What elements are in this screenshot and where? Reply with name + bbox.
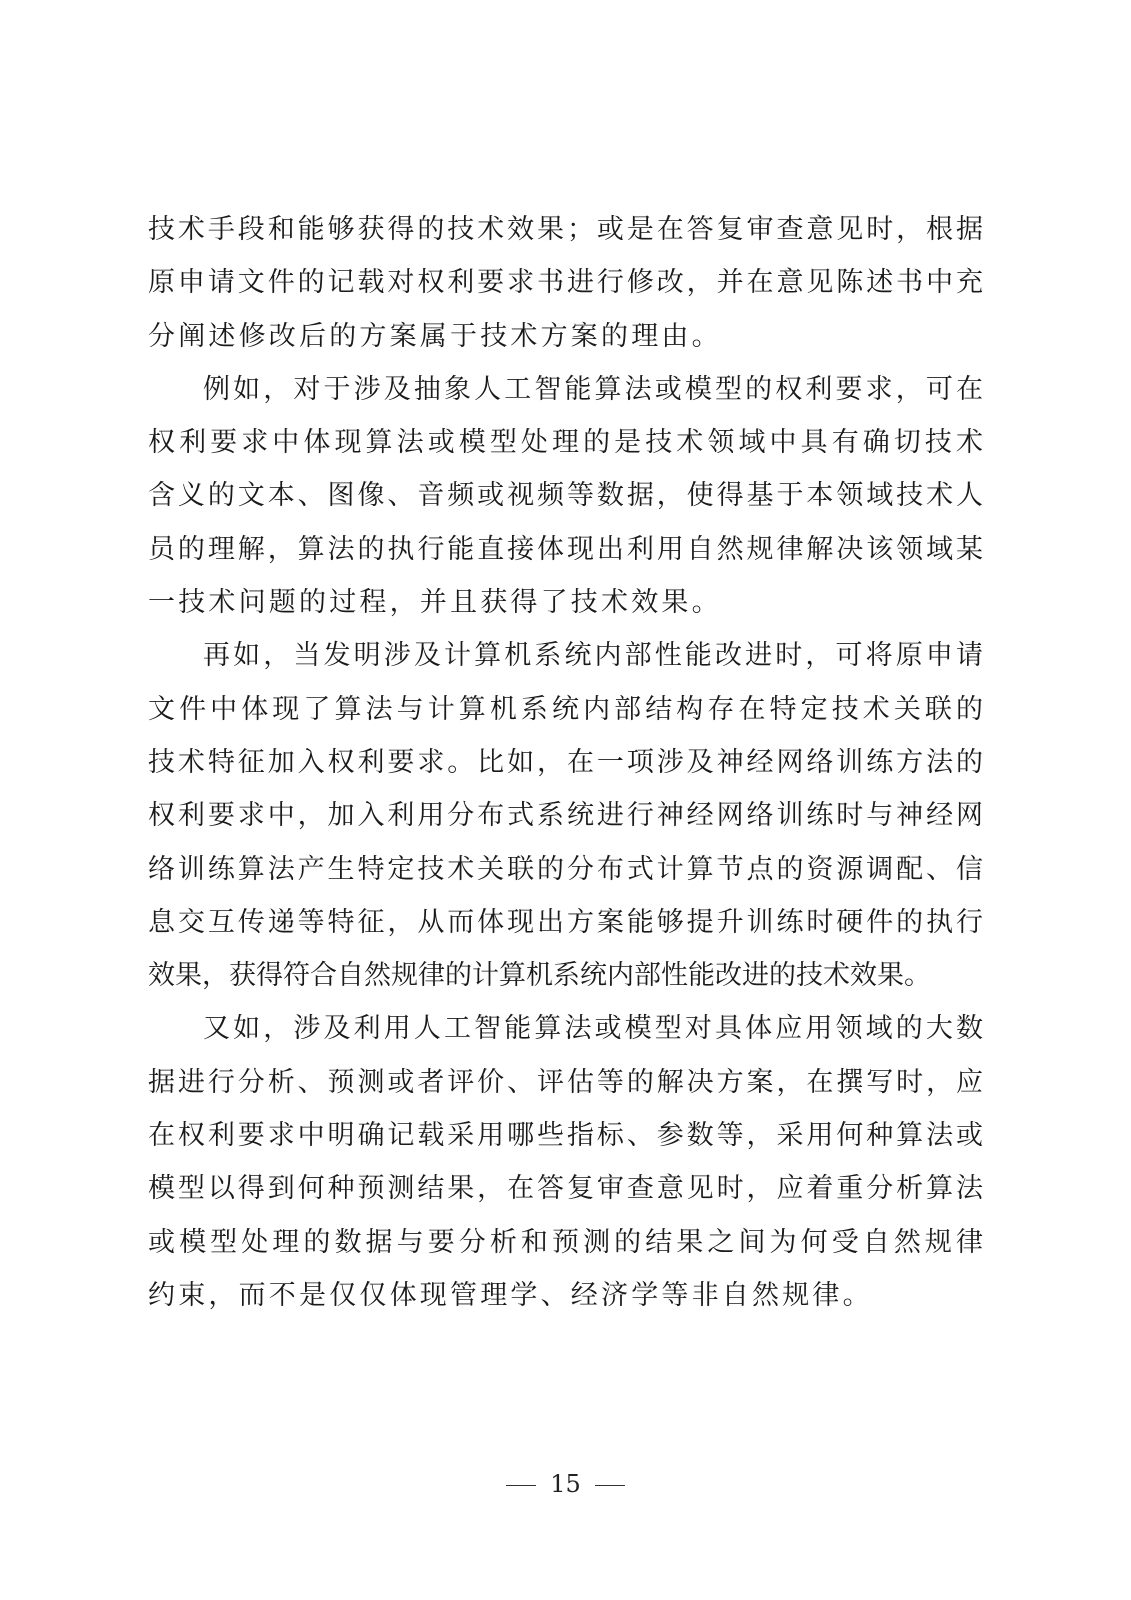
text-line: 技术手段和能够获得的技术效果；或是在答复审查意见时，根据 bbox=[148, 214, 983, 245]
text-line: 息交互传递等特征，从而体现出方案能够提升训练时硬件的执行 bbox=[148, 906, 983, 938]
text-line: 或模型处理的数据与要分析和预测的结果之间为何受自然规律 bbox=[148, 1226, 983, 1258]
text-line: 员的理解，算法的执行能直接体现出利用自然规律解决该领域某 bbox=[148, 533, 983, 565]
text-line: 一技术问题的过程，并且获得了技术效果。 bbox=[148, 587, 722, 619]
left-dash bbox=[506, 1485, 536, 1486]
paragraph-example-3 bbox=[148, 1002, 983, 1322]
document-body bbox=[148, 203, 983, 1322]
right-dash bbox=[595, 1485, 625, 1486]
text-line: 约束，而不是仅仅体现管理学、经济学等非自然规律。 bbox=[148, 1279, 873, 1311]
text-line: 例如，对于涉及抽象人工智能算法或模型的权利要求，可在 bbox=[203, 373, 983, 405]
page-number-footer bbox=[0, 1470, 1131, 1498]
text-line: 再如，当发明涉及计算机系统内部性能改进时，可将原申请 bbox=[203, 640, 983, 672]
text-line: 在权利要求中明确记载采用哪些指标、参数等，采用何种算法或 bbox=[148, 1120, 983, 1152]
paragraph-example-1 bbox=[148, 363, 983, 629]
text-line: 据进行分析、预测或者评价、评估等的解决方案，在撰写时，应 bbox=[148, 1066, 983, 1098]
text-line: 含义的文本、图像、音频或视频等数据，使得基于本领域技术人 bbox=[148, 480, 983, 512]
text-line: 分阐述修改后的方案属于技术方案的理由。 bbox=[148, 320, 722, 352]
text-line: 原申请文件的记载对权利要求书进行修改，并在意见陈述书中充 bbox=[148, 267, 983, 299]
text-line: 又如，涉及利用人工智能算法或模型对具体应用领域的大数 bbox=[203, 1013, 983, 1045]
page-number: 15 bbox=[550, 1470, 581, 1498]
text-line: 络训练算法产生特定技术关联的分布式计算节点的资源调配、信 bbox=[148, 853, 983, 885]
text-line: 模型以得到何种预测结果，在答复审查意见时，应着重分析算法 bbox=[148, 1173, 983, 1205]
text-line: 权利要求中体现算法或模型处理的是技术领域中具有确切技术 bbox=[148, 427, 983, 459]
text-line: 权利要求中，加入利用分布式系统进行神经网络训练时与神经网 bbox=[148, 800, 983, 832]
text-line: 文件中体现了算法与计算机系统内部结构存在特定技术关联的 bbox=[148, 693, 983, 725]
paragraph-example-2 bbox=[148, 629, 983, 1002]
text-line: 技术特征加入权利要求。比如，在一项涉及神经网络训练方法的 bbox=[148, 746, 983, 778]
text-line: 效果，获得符合自然规律的计算机系统内部性能改进的技术效果。 bbox=[148, 960, 931, 992]
paragraph-continuation bbox=[148, 203, 983, 363]
